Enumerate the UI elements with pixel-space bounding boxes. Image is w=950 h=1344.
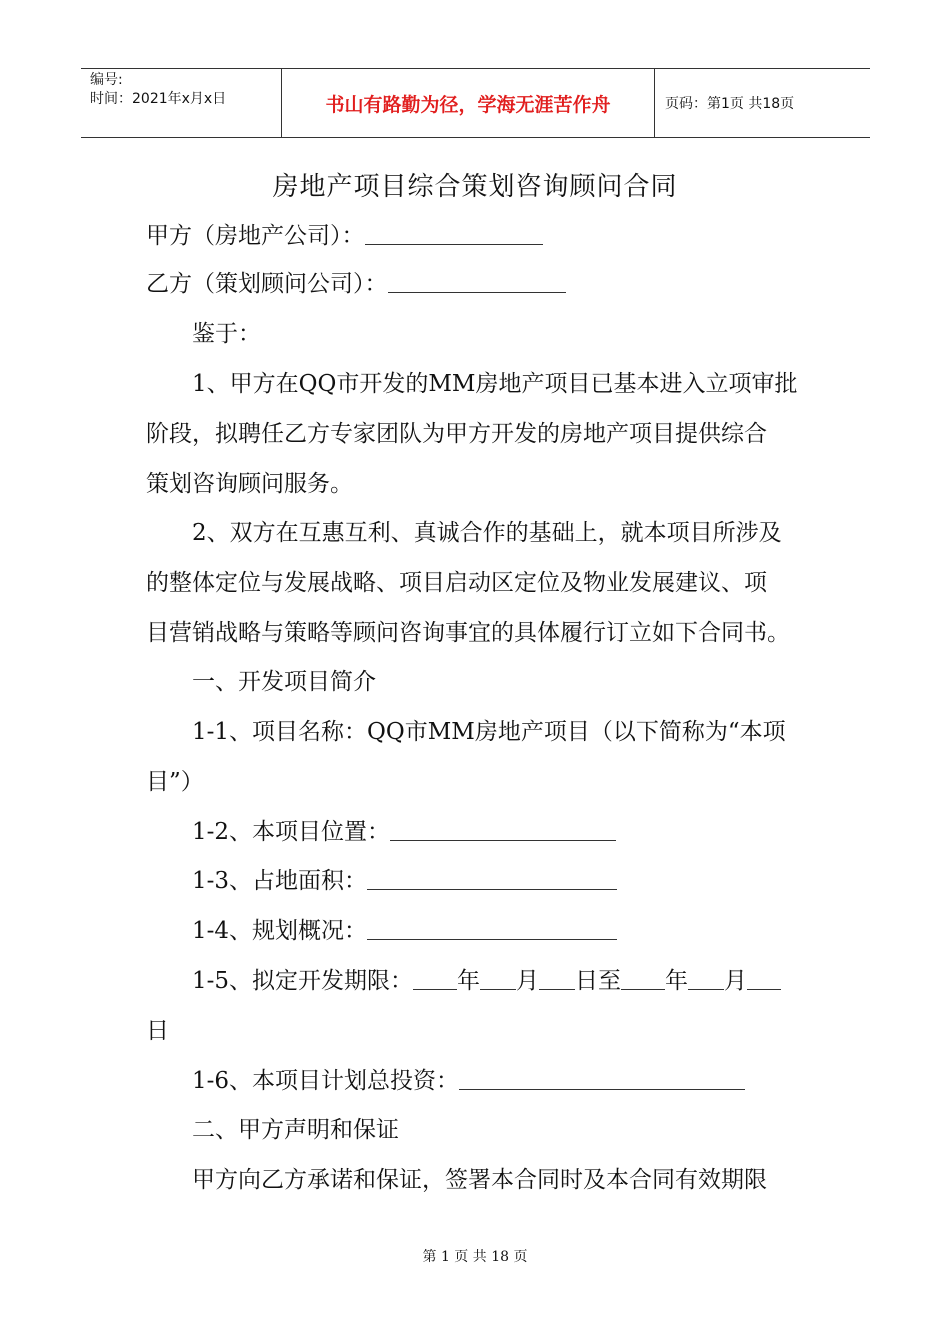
item-1-4 xyxy=(192,916,617,946)
month-label-1: 月 xyxy=(516,968,540,994)
para1-line3: 策划咨询顾问服务。 xyxy=(146,471,353,497)
code-label: 编号: xyxy=(90,72,123,88)
party-b-label: 乙方（策划顾问公司）： xyxy=(146,271,388,297)
year-blank-1 xyxy=(413,967,457,990)
item-1-1-line2: 目”） xyxy=(146,769,204,795)
page-info: 页码：第1页 共18页 xyxy=(665,96,795,112)
page-footer: 第 1 页 共 18 页 xyxy=(422,1249,528,1265)
month-blank-2 xyxy=(688,967,724,990)
month-label-2: 月 xyxy=(724,968,748,994)
month-blank-1 xyxy=(480,967,516,990)
party-b-blank xyxy=(388,270,566,293)
item-1-6-blank xyxy=(459,1067,745,1090)
year-label-1: 年 xyxy=(457,968,481,994)
item-1-5-line2: 日 xyxy=(146,1018,169,1044)
party-a-label: 甲方（房地产公司）： xyxy=(146,223,365,249)
section1-heading: 一、开发项目简介 xyxy=(192,669,376,695)
item-1-3 xyxy=(192,866,617,896)
party-a-line xyxy=(146,221,543,251)
party-b-line xyxy=(146,269,566,299)
day-to-label: 日至 xyxy=(575,968,622,994)
item-1-2-blank xyxy=(390,818,616,841)
page-header xyxy=(81,68,870,138)
document-title: 房地产项目综合策划咨询顾问合同 xyxy=(272,172,678,202)
item-1-1-line1: 1-1、项目名称：QQ市MM房地产项目（以下简称为“本项 xyxy=(192,719,786,745)
time-label: 时间：2021年x月x日 xyxy=(90,91,227,107)
item-1-5-label: 1-5、拟定开发期限： xyxy=(192,968,414,994)
year-label-2: 年 xyxy=(665,968,689,994)
item-1-5-line1 xyxy=(192,966,781,996)
section2-heading: 二、甲方声明和保证 xyxy=(192,1117,399,1143)
para2-line2: 的整体定位与发展战略、项目启动区定位及物业发展建议、项 xyxy=(146,570,767,596)
item-1-4-label: 1-4、规划概况： xyxy=(192,918,368,944)
day-blank-1 xyxy=(539,967,575,990)
party-a-blank xyxy=(365,222,543,245)
para2-line3: 目营销战略与策略等顾问咨询事宜的具体履行订立如下合同书。 xyxy=(146,620,790,646)
item-1-4-blank xyxy=(367,917,617,940)
whereas-heading: 鉴于： xyxy=(192,321,261,347)
header-meta xyxy=(81,69,282,137)
year-blank-2 xyxy=(621,967,665,990)
item-1-3-blank xyxy=(367,867,617,890)
para1-line1: 1、甲方在QQ市开发的MM房地产项目已基本进入立项审批 xyxy=(192,371,798,397)
item-1-3-label: 1-3、占地面积： xyxy=(192,868,368,894)
section2-para-line1: 甲方向乙方承诺和保证，签署本合同时及本合同有效期限 xyxy=(192,1167,767,1193)
para1-line2: 阶段，拟聘任乙方专家团队为甲方开发的房地产项目提供综合 xyxy=(146,421,767,447)
item-1-6-label: 1-6、本项目计划总投资： xyxy=(192,1068,460,1094)
motto: 书山有路勤为径，学海无涯苦作舟 xyxy=(282,69,655,137)
item-1-6 xyxy=(192,1066,745,1096)
day-blank-2 xyxy=(747,967,781,990)
para2-line1: 2、双方在互惠互利、真诚合作的基础上，就本项目所涉及 xyxy=(192,520,782,546)
item-1-2-label: 1-2、本项目位置： xyxy=(192,819,391,845)
item-1-2 xyxy=(192,817,616,847)
